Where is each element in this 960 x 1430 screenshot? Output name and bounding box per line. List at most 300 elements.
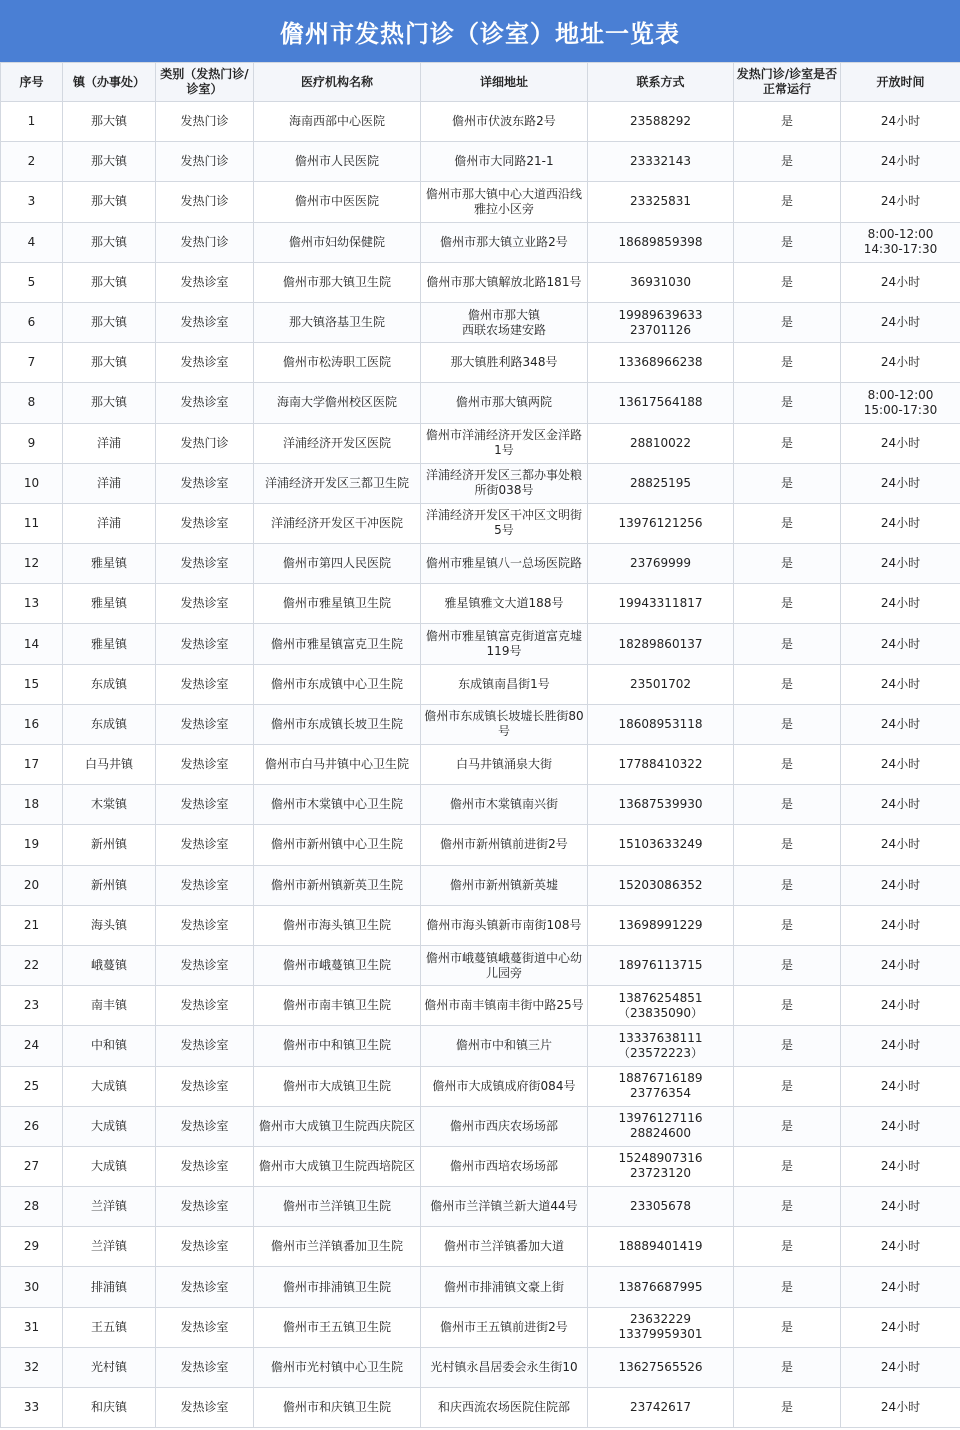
table-row [1,1187,960,1227]
cell-hours: 24小时 [841,463,960,503]
cell-address: 洋浦经济开发区三都办事处粮所街038号 [421,463,588,503]
cell-town: 木棠镇 [63,785,156,825]
cell-town: 中和镇 [63,1026,156,1066]
cell-hours: 24小时 [841,1307,960,1347]
cell-category: 发热门诊 [156,102,254,142]
cell-contact: 15248907316 23723120 [588,1146,734,1186]
cell-town: 大成镇 [63,1066,156,1106]
table-row [1,1388,960,1428]
cell-category: 发热诊室 [156,745,254,785]
cell-index: 33 [1,1388,63,1428]
cell-address: 雅星镇雅文大道188号 [421,584,588,624]
cell-operating: 是 [734,1307,841,1347]
cell-operating: 是 [734,785,841,825]
cell-town: 光村镇 [63,1347,156,1387]
cell-contact: 18289860137 [588,624,734,664]
cell-contact: 23501702 [588,664,734,704]
cell-category: 发热门诊 [156,142,254,182]
table-row [1,1146,960,1186]
table-row [1,785,960,825]
cell-contact: 13627565526 [588,1347,734,1387]
cell-town: 那大镇 [63,262,156,302]
cell-institution: 海南大学儋州校区医院 [254,383,421,423]
cell-institution: 儋州市兰洋镇卫生院 [254,1187,421,1227]
cell-hours: 24小时 [841,1347,960,1387]
cell-category: 发热诊室 [156,584,254,624]
cell-contact: 23332143 [588,142,734,182]
cell-index: 18 [1,785,63,825]
cell-contact: 28810022 [588,423,734,463]
cell-category: 发热门诊 [156,182,254,222]
cell-address: 儋州市伏波东路2号 [421,102,588,142]
cell-operating: 是 [734,1267,841,1307]
table-row [1,383,960,423]
cell-institution: 儋州市峨蔓镇卫生院 [254,945,421,985]
cell-hours: 24小时 [841,1187,960,1227]
cell-institution: 儋州市海头镇卫生院 [254,905,421,945]
page-title: 儋州市发热门诊（诊室）地址一览表 [0,0,960,62]
cell-address: 儋州市兰洋镇番加大道 [421,1227,588,1267]
cell-hours: 24小时 [841,1267,960,1307]
header-operating: 发热门诊/诊室是否正常运行 [734,63,841,102]
cell-institution: 儋州市雅星镇卫生院 [254,584,421,624]
table-row [1,1066,960,1106]
cell-town: 那大镇 [63,182,156,222]
cell-town: 那大镇 [63,343,156,383]
table-row [1,503,960,543]
cell-address: 儋州市那大镇 西联农场建安路 [421,302,588,342]
cell-index: 8 [1,383,63,423]
table-row [1,825,960,865]
cell-hours: 24小时 [841,825,960,865]
cell-town: 白马井镇 [63,745,156,785]
table-row [1,865,960,905]
cell-index: 28 [1,1187,63,1227]
cell-operating: 是 [734,865,841,905]
cell-index: 25 [1,1066,63,1106]
cell-category: 发热诊室 [156,1388,254,1428]
cell-town: 那大镇 [63,302,156,342]
cell-category: 发热诊室 [156,1187,254,1227]
cell-category: 发热诊室 [156,544,254,584]
cell-institution: 儋州市白马井镇中心卫生院 [254,745,421,785]
cell-town: 雅星镇 [63,544,156,584]
cell-operating: 是 [734,222,841,262]
cell-category: 发热诊室 [156,463,254,503]
cell-address: 儋州市那大镇解放北路181号 [421,262,588,302]
cell-index: 29 [1,1227,63,1267]
cell-institution: 儋州市东成镇长坡卫生院 [254,704,421,744]
cell-index: 21 [1,905,63,945]
cell-address: 儋州市雅星镇富克街道富克墟119号 [421,624,588,664]
cell-address: 儋州市东成镇长坡墟长胜街80号 [421,704,588,744]
cell-operating: 是 [734,544,841,584]
cell-town: 那大镇 [63,383,156,423]
cell-contact: 23305678 [588,1187,734,1227]
cell-hours: 8:00-12:00 14:30-17:30 [841,222,960,262]
cell-hours: 24小时 [841,503,960,543]
cell-category: 发热诊室 [156,1146,254,1186]
cell-contact: 13876254851 （23835090） [588,986,734,1026]
cell-category: 发热诊室 [156,624,254,664]
cell-contact: 23769999 [588,544,734,584]
cell-hours: 24小时 [841,945,960,985]
cell-hours: 24小时 [841,423,960,463]
cell-category: 发热诊室 [156,1066,254,1106]
cell-institution: 儋州市妇幼保健院 [254,222,421,262]
cell-contact: 23588292 [588,102,734,142]
cell-address: 儋州市中和镇三片 [421,1026,588,1066]
cell-institution: 儋州市排浦镇卫生院 [254,1267,421,1307]
cell-hours: 8:00-12:00 15:00-17:30 [841,383,960,423]
cell-contact: 36931030 [588,262,734,302]
cell-operating: 是 [734,624,841,664]
cell-index: 6 [1,302,63,342]
cell-town: 雅星镇 [63,584,156,624]
header-index: 序号 [1,63,63,102]
cell-operating: 是 [734,423,841,463]
cell-operating: 是 [734,664,841,704]
cell-town: 王五镇 [63,1307,156,1347]
table-row [1,1227,960,1267]
cell-address: 儋州市大成镇成府街084号 [421,1066,588,1106]
cell-index: 14 [1,624,63,664]
cell-institution: 儋州市新州镇新英卫生院 [254,865,421,905]
cell-address: 儋州市峨蔓镇峨蔓街道中心幼儿园旁 [421,945,588,985]
table-row [1,142,960,182]
cell-operating: 是 [734,383,841,423]
table-row [1,945,960,985]
cell-contact: 23632229 13379959301 [588,1307,734,1347]
cell-contact: 13698991229 [588,905,734,945]
cell-operating: 是 [734,262,841,302]
table-body [1,102,960,1428]
cell-town: 洋浦 [63,503,156,543]
cell-address: 光村镇永昌居委会永生街10 [421,1347,588,1387]
header-address: 详细地址 [421,63,588,102]
cell-index: 12 [1,544,63,584]
cell-operating: 是 [734,905,841,945]
cell-town: 和庆镇 [63,1388,156,1428]
cell-contact: 15203086352 [588,865,734,905]
table-row [1,905,960,945]
cell-address: 儋州市海头镇新市南街108号 [421,905,588,945]
cell-operating: 是 [734,584,841,624]
cell-index: 16 [1,704,63,744]
cell-address: 儋州市雅星镇八一总场医院路 [421,544,588,584]
cell-institution: 儋州市大成镇卫生院西培院区 [254,1146,421,1186]
cell-hours: 24小时 [841,102,960,142]
cell-town: 峨蔓镇 [63,945,156,985]
fever-clinic-table [0,62,960,1428]
cell-operating: 是 [734,1106,841,1146]
cell-address: 儋州市那大镇中心大道西沿线雅拉小区旁 [421,182,588,222]
cell-address: 和庆西流农场医院住院部 [421,1388,588,1428]
cell-town: 南丰镇 [63,986,156,1026]
cell-index: 5 [1,262,63,302]
cell-index: 13 [1,584,63,624]
cell-institution: 儋州市南丰镇卫生院 [254,986,421,1026]
cell-town: 那大镇 [63,222,156,262]
cell-index: 4 [1,222,63,262]
cell-operating: 是 [734,302,841,342]
cell-category: 发热诊室 [156,905,254,945]
cell-category: 发热诊室 [156,785,254,825]
cell-index: 31 [1,1307,63,1347]
cell-operating: 是 [734,463,841,503]
cell-operating: 是 [734,1227,841,1267]
cell-contact: 18689859398 [588,222,734,262]
cell-index: 23 [1,986,63,1026]
cell-operating: 是 [734,1347,841,1387]
cell-contact: 19989639633 23701126 [588,302,734,342]
table-header-row [1,63,960,102]
cell-contact: 13687539930 [588,785,734,825]
cell-category: 发热诊室 [156,503,254,543]
cell-hours: 24小时 [841,1388,960,1428]
cell-hours: 24小时 [841,1227,960,1267]
cell-category: 发热诊室 [156,825,254,865]
cell-index: 11 [1,503,63,543]
cell-town: 东成镇 [63,664,156,704]
cell-town: 海头镇 [63,905,156,945]
cell-address: 儋州市新州镇前进街2号 [421,825,588,865]
table-row [1,986,960,1026]
cell-hours: 24小时 [841,986,960,1026]
cell-address: 儋州市南丰镇南丰街中路25号 [421,986,588,1026]
cell-contact: 13976121256 [588,503,734,543]
cell-address: 儋州市新州镇新英墟 [421,865,588,905]
cell-contact: 19943311817 [588,584,734,624]
header-town: 镇（办事处） [63,63,156,102]
cell-operating: 是 [734,343,841,383]
cell-operating: 是 [734,102,841,142]
cell-institution: 儋州市那大镇卫生院 [254,262,421,302]
cell-index: 15 [1,664,63,704]
cell-institution: 儋州市东成镇中心卫生院 [254,664,421,704]
cell-operating: 是 [734,503,841,543]
cell-contact: 23325831 [588,182,734,222]
cell-operating: 是 [734,182,841,222]
cell-address: 儋州市王五镇前进街2号 [421,1307,588,1347]
cell-index: 19 [1,825,63,865]
table-row [1,1307,960,1347]
cell-address: 儋州市那大镇两院 [421,383,588,423]
table-row [1,1347,960,1387]
cell-index: 24 [1,1026,63,1066]
table-row [1,302,960,342]
cell-operating: 是 [734,1388,841,1428]
cell-hours: 24小时 [841,1146,960,1186]
cell-address: 儋州市大同路21-1 [421,142,588,182]
table-row [1,343,960,383]
cell-hours: 24小时 [841,905,960,945]
cell-category: 发热门诊 [156,423,254,463]
cell-hours: 24小时 [841,1106,960,1146]
cell-index: 2 [1,142,63,182]
table-row [1,1106,960,1146]
cell-address: 那大镇胜利路348号 [421,343,588,383]
cell-operating: 是 [734,1146,841,1186]
cell-address: 儋州市西庆农场场部 [421,1106,588,1146]
cell-institution: 儋州市和庆镇卫生院 [254,1388,421,1428]
table-row [1,624,960,664]
cell-town: 那大镇 [63,102,156,142]
cell-index: 9 [1,423,63,463]
cell-category: 发热诊室 [156,1026,254,1066]
cell-contact: 13876687995 [588,1267,734,1307]
cell-hours: 24小时 [841,142,960,182]
cell-town: 大成镇 [63,1146,156,1186]
cell-contact: 15103633249 [588,825,734,865]
cell-operating: 是 [734,825,841,865]
cell-contact: 13976127116 28824600 [588,1106,734,1146]
cell-category: 发热诊室 [156,1267,254,1307]
cell-town: 那大镇 [63,142,156,182]
cell-index: 27 [1,1146,63,1186]
cell-hours: 24小时 [841,1066,960,1106]
cell-hours: 24小时 [841,865,960,905]
cell-hours: 24小时 [841,182,960,222]
cell-contact: 13337638111 （23572223） [588,1026,734,1066]
table-row [1,664,960,704]
cell-institution: 儋州市王五镇卫生院 [254,1307,421,1347]
cell-category: 发热诊室 [156,865,254,905]
cell-institution: 儋州市雅星镇富克卫生院 [254,624,421,664]
table-row [1,704,960,744]
cell-category: 发热门诊 [156,222,254,262]
cell-operating: 是 [734,704,841,744]
table-row [1,423,960,463]
cell-institution: 儋州市大成镇卫生院 [254,1066,421,1106]
cell-town: 排浦镇 [63,1267,156,1307]
cell-operating: 是 [734,1187,841,1227]
cell-institution: 海南西部中心医院 [254,102,421,142]
cell-address: 白马井镇涌泉大街 [421,745,588,785]
cell-institution: 儋州市中和镇卫生院 [254,1026,421,1066]
cell-institution: 儋州市光村镇中心卫生院 [254,1347,421,1387]
cell-index: 17 [1,745,63,785]
header-institution: 医疗机构名称 [254,63,421,102]
cell-hours: 24小时 [841,704,960,744]
cell-hours: 24小时 [841,624,960,664]
cell-town: 雅星镇 [63,624,156,664]
cell-category: 发热诊室 [156,262,254,302]
cell-town: 东成镇 [63,704,156,744]
cell-operating: 是 [734,945,841,985]
header-hours: 开放时间 [841,63,960,102]
cell-category: 发热诊室 [156,986,254,1026]
cell-operating: 是 [734,142,841,182]
cell-category: 发热诊室 [156,945,254,985]
cell-hours: 24小时 [841,302,960,342]
cell-institution: 洋浦经济开发区干冲医院 [254,503,421,543]
cell-category: 发热诊室 [156,1307,254,1347]
cell-town: 兰洋镇 [63,1227,156,1267]
cell-contact: 18889401419 [588,1227,734,1267]
cell-institution: 儋州市松涛职工医院 [254,343,421,383]
cell-index: 22 [1,945,63,985]
cell-index: 1 [1,102,63,142]
cell-category: 发热诊室 [156,343,254,383]
cell-address: 儋州市那大镇立业路2号 [421,222,588,262]
cell-address: 儋州市洋浦经济开发区金洋路1号 [421,423,588,463]
cell-operating: 是 [734,986,841,1026]
table-row [1,262,960,302]
cell-contact: 13617564188 [588,383,734,423]
cell-category: 发热诊室 [156,704,254,744]
cell-category: 发热诊室 [156,383,254,423]
cell-hours: 24小时 [841,745,960,785]
cell-town: 大成镇 [63,1106,156,1146]
cell-contact: 17788410322 [588,745,734,785]
cell-category: 发热诊室 [156,1106,254,1146]
cell-index: 26 [1,1106,63,1146]
cell-institution: 儋州市中医医院 [254,182,421,222]
cell-contact: 18608953118 [588,704,734,744]
cell-institution: 儋州市第四人民医院 [254,544,421,584]
cell-address: 儋州市兰洋镇兰新大道44号 [421,1187,588,1227]
table-row [1,463,960,503]
cell-institution: 洋浦经济开发区医院 [254,423,421,463]
cell-town: 洋浦 [63,423,156,463]
cell-category: 发热诊室 [156,1347,254,1387]
header-contact: 联系方式 [588,63,734,102]
table-row [1,182,960,222]
cell-contact: 13368966238 [588,343,734,383]
table-row [1,745,960,785]
table-row [1,1267,960,1307]
cell-hours: 24小时 [841,584,960,624]
table-row [1,1026,960,1066]
cell-hours: 24小时 [841,343,960,383]
cell-contact: 18876716189 23776354 [588,1066,734,1106]
cell-hours: 24小时 [841,1026,960,1066]
cell-town: 兰洋镇 [63,1187,156,1227]
cell-index: 3 [1,182,63,222]
cell-address: 儋州市排浦镇文豪上街 [421,1267,588,1307]
table-row [1,544,960,584]
cell-category: 发热诊室 [156,1227,254,1267]
cell-contact: 23742617 [588,1388,734,1428]
cell-contact: 28825195 [588,463,734,503]
cell-operating: 是 [734,745,841,785]
cell-address: 洋浦经济开发区干冲区文明街5号 [421,503,588,543]
cell-index: 20 [1,865,63,905]
cell-institution: 儋州市大成镇卫生院西庆院区 [254,1106,421,1146]
cell-town: 新州镇 [63,825,156,865]
cell-index: 32 [1,1347,63,1387]
cell-contact: 18976113715 [588,945,734,985]
cell-address: 儋州市木棠镇南兴街 [421,785,588,825]
cell-address: 东成镇南昌街1号 [421,664,588,704]
table-row [1,222,960,262]
cell-hours: 24小时 [841,785,960,825]
table-row [1,584,960,624]
table-row [1,102,960,142]
cell-institution: 那大镇洛基卫生院 [254,302,421,342]
cell-institution: 儋州市人民医院 [254,142,421,182]
cell-category: 发热诊室 [156,302,254,342]
cell-institution: 洋浦经济开发区三都卫生院 [254,463,421,503]
header-category: 类别（发热门诊/诊室） [156,63,254,102]
cell-index: 10 [1,463,63,503]
cell-category: 发热诊室 [156,664,254,704]
cell-index: 7 [1,343,63,383]
cell-town: 新州镇 [63,865,156,905]
cell-hours: 24小时 [841,664,960,704]
cell-hours: 24小时 [841,544,960,584]
